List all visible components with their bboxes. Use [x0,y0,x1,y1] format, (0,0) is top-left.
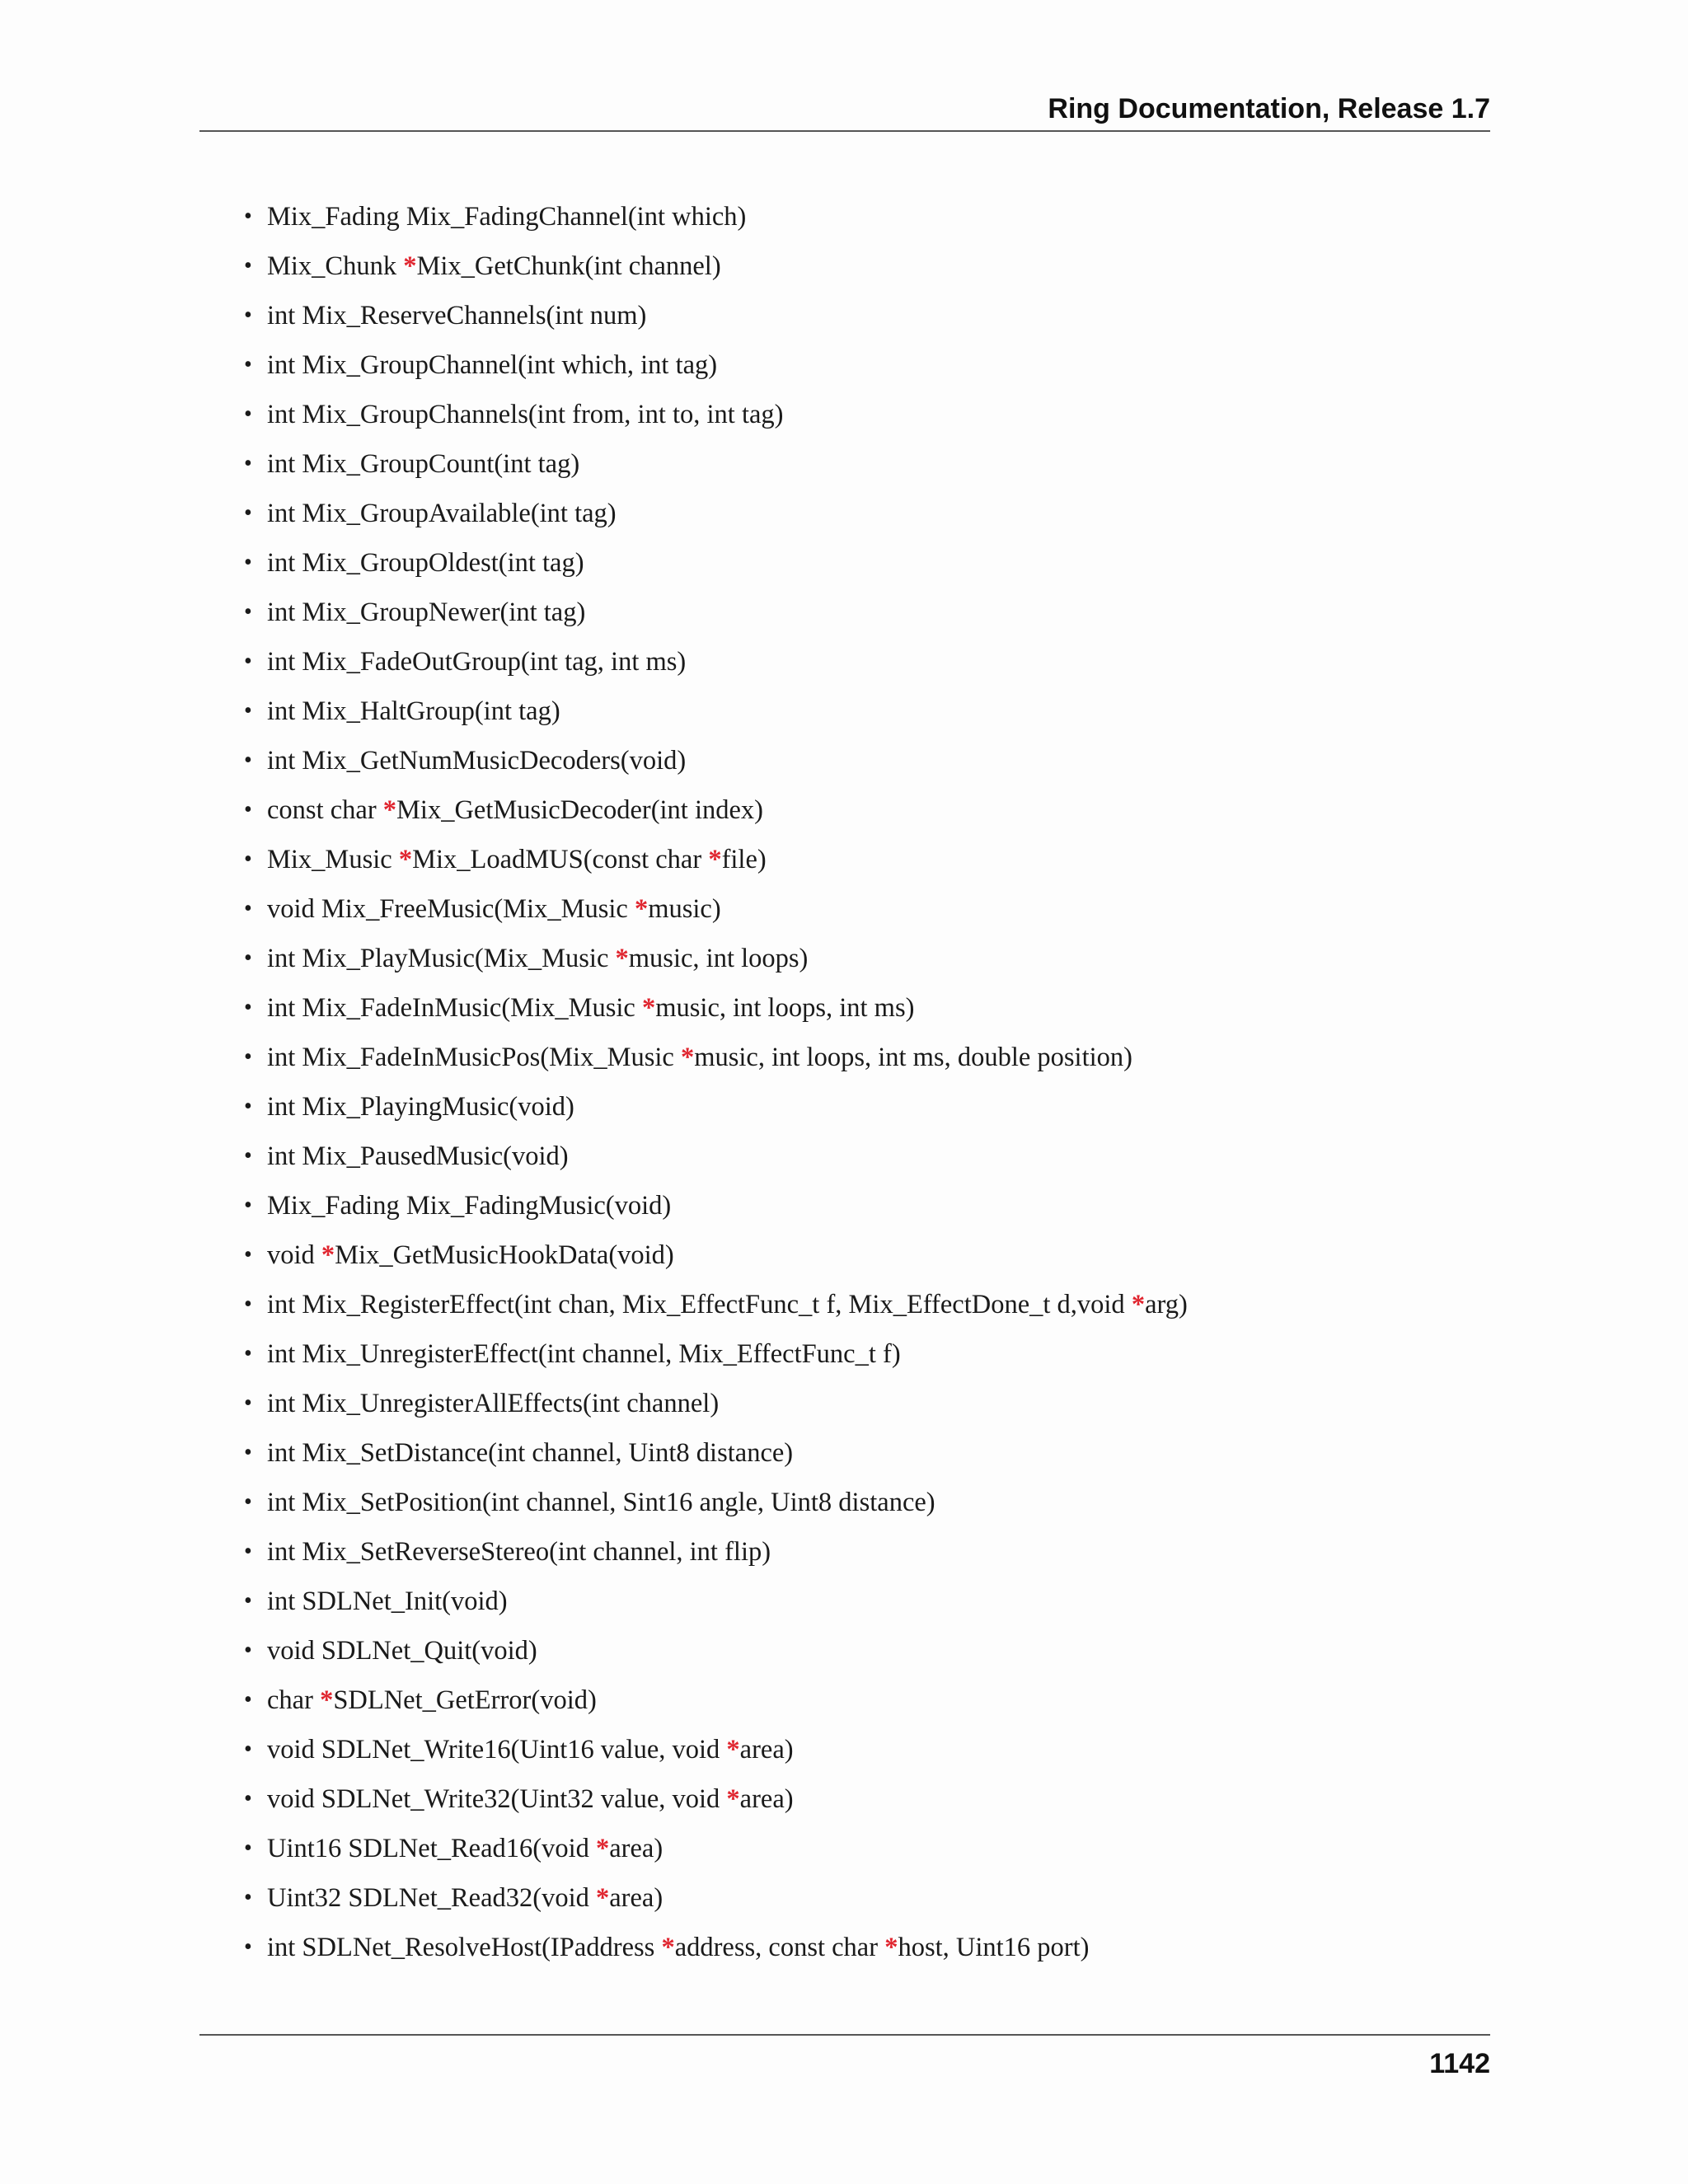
bullet-icon: • [244,401,252,427]
signature-text: void Mix_FreeMusic(Mix_Music [267,894,635,924]
signature-text: Mix_Fading Mix_FadingChannel(int which) [267,202,747,232]
function-signature [267,1389,719,1418]
function-signature [267,647,686,677]
pointer-asterisk: * [1131,1290,1146,1319]
signature-text: int Mix_ReserveChannels(int num) [267,301,647,330]
bullet-icon: • [244,1193,252,1218]
signature-text: char [267,1685,321,1715]
bullet-icon: • [244,995,252,1020]
pointer-asterisk: * [708,845,722,874]
list-item [244,1038,1487,1088]
list-item [244,1236,1487,1286]
bullet-icon: • [244,599,252,625]
function-signature [267,1586,508,1616]
list-item [244,890,1487,940]
bullet-icon: • [244,649,252,674]
signature-text: Mix_GetChunk(int channel) [416,251,721,281]
pointer-asterisk: * [641,993,656,1023]
signature-text: int SDLNet_Init(void) [267,1586,508,1616]
function-signature [267,1735,794,1765]
bullet-icon: • [244,896,252,921]
function-signature [267,1488,935,1517]
function-signature [267,944,808,973]
signature-text: void SDLNet_Write16(Uint16 value, void [267,1735,727,1765]
function-signature [267,1339,901,1369]
function-signature [267,598,585,627]
function-signature [267,1537,771,1567]
bullet-icon: • [244,1341,252,1366]
list-item [244,247,1487,297]
function-signature [267,449,579,479]
signature-text: int Mix_GroupNewer(int tag) [267,598,586,627]
function-signature [267,1834,663,1863]
list-item [244,791,1487,841]
bullet-icon: • [244,550,252,575]
bullet-icon: • [244,1786,252,1811]
function-signature [267,548,584,578]
bullet-icon: • [244,1489,252,1515]
pointer-asterisk: * [403,251,417,281]
signature-text: int Mix_UnregisterEffect(int channel, Mix_EffectFunc_t f) [267,1339,901,1369]
list-item [244,1879,1487,1929]
signature-text: area) [739,1735,794,1765]
function-signature [267,1092,574,1122]
signature-text: Mix_Fading Mix_FadingMusic(void) [267,1191,672,1221]
signature-text: area) [609,1883,663,1913]
document-title: Ring Documentation, Release 1.7 [1048,93,1490,124]
bullet-icon: • [244,1934,252,1960]
list-item [244,346,1487,396]
function-signature [267,499,617,528]
pointer-asterisk: * [320,1685,334,1715]
signature-text: address, const char [674,1933,885,1962]
signature-text: int Mix_SetPosition(int channel, Sint16 angle, Uint8 distance) [267,1488,935,1517]
bullet-icon: • [244,797,252,823]
list-item [244,1286,1487,1335]
function-signature [267,350,717,380]
signature-text: Mix_Chunk [267,251,404,281]
bullet-icon: • [244,748,252,773]
signature-text: void [267,1240,321,1270]
signature-text: int Mix_PausedMusic(void) [267,1141,569,1171]
signature-text: int Mix_UnregisterAllEffects(int channel) [267,1389,720,1418]
pointer-asterisk: * [726,1784,740,1814]
bullet-icon: • [244,1143,252,1169]
pointer-asterisk: * [595,1883,610,1913]
list-item [244,989,1487,1038]
list-item [244,1929,1487,1978]
bullet-icon: • [244,1440,252,1465]
bullet-icon: • [244,1638,252,1663]
function-signature [267,1141,569,1171]
signature-text: int Mix_FadeInMusic(Mix_Music [267,993,642,1023]
function-signature-list [244,198,1487,1978]
function-signature [267,993,914,1023]
function-signature [267,1784,794,1814]
pointer-asterisk: * [680,1043,695,1072]
list-item [244,742,1487,791]
function-signature [267,746,686,776]
function-signature [267,1438,793,1468]
signature-text: int Mix_SetReverseStereo(int channel, int flip) [267,1537,771,1567]
pointer-asterisk: * [615,944,629,973]
bullet-icon: • [244,1835,252,1861]
signature-text: int Mix_FadeOutGroup(int tag, int ms) [267,647,687,677]
pointer-asterisk: * [321,1240,335,1270]
signature-text: area) [739,1784,794,1814]
list-item [244,1385,1487,1434]
signature-text: int Mix_GroupOldest(int tag) [267,548,584,578]
signature-text: int Mix_GroupChannels(int from, int to, int tag) [267,400,784,429]
list-item [244,198,1487,247]
signature-text: int Mix_PlayMusic(Mix_Music [267,944,616,973]
signature-text: Mix_Music [267,845,399,874]
signature-text: Mix_GetMusicHookData(void) [335,1240,674,1270]
signature-text: music, int loops, int ms) [655,993,915,1023]
list-item [244,1681,1487,1731]
list-item [244,1780,1487,1830]
signature-text: Mix_GetMusicDecoder(int index) [396,795,763,825]
function-signature [267,795,763,825]
signature-text: host, Uint16 port) [898,1933,1090,1962]
function-signature [267,301,646,330]
signature-text: area) [609,1834,663,1863]
bullet-icon: • [244,302,252,328]
signature-text: const char [267,795,383,825]
bullet-icon: • [244,1291,252,1317]
function-signature [267,1933,1089,1962]
page-header [199,92,1490,132]
signature-text: int Mix_GroupAvailable(int tag) [267,499,617,528]
signature-text: void SDLNet_Quit(void) [267,1636,537,1666]
signature-text: int Mix_HaltGroup(int tag) [267,696,560,726]
function-signature [267,894,721,924]
bullet-icon: • [244,945,252,971]
signature-text: music, int loops) [628,944,809,973]
pointer-asterisk: * [661,1933,675,1962]
bullet-icon: • [244,352,252,377]
function-signature [267,251,721,281]
list-item [244,1830,1487,1879]
signature-text: music, int loops, int ms, double position) [694,1043,1132,1072]
pointer-asterisk: * [726,1735,740,1765]
bullet-icon: • [244,698,252,724]
signature-text: int SDLNet_ResolveHost(IPaddress [267,1933,662,1962]
signature-text: SDLNet_GetError(void) [333,1685,597,1715]
bullet-icon: • [244,1885,252,1910]
function-signature [267,400,783,429]
function-signature [267,1685,597,1715]
page-number: 1142 [1429,2048,1490,2079]
list-item [244,643,1487,692]
pointer-asterisk: * [382,795,397,825]
bullet-icon: • [244,1588,252,1614]
pointer-asterisk: * [634,894,649,924]
function-signature [267,696,560,726]
pointer-asterisk: * [595,1834,610,1863]
list-item [244,940,1487,989]
bullet-icon: • [244,1539,252,1564]
signature-text: int Mix_SetDistance(int channel, Uint8 distance) [267,1438,794,1468]
list-item [244,1137,1487,1187]
function-signature [267,845,767,874]
signature-text: file) [721,845,767,874]
signature-text: int Mix_RegisterEffect(int chan, Mix_EffectFunc_t f, Mix_EffectDone_t d,void [267,1290,1132,1319]
list-item [244,1088,1487,1137]
signature-text: music) [648,894,721,924]
bullet-icon: • [244,253,252,279]
function-signature [267,1191,671,1221]
function-signature [267,1240,674,1270]
list-item [244,692,1487,742]
function-signature [267,1043,1132,1072]
function-signature [267,1636,537,1666]
list-item [244,396,1487,445]
bullet-icon: • [244,1094,252,1119]
bullet-icon: • [244,204,252,229]
bullet-icon: • [244,1687,252,1713]
signature-text: int Mix_GroupChannel(int which, int tag) [267,350,718,380]
function-signature [267,1883,663,1913]
list-item [244,1533,1487,1582]
list-item [244,445,1487,494]
page-footer [199,2034,1490,2093]
signature-text: arg) [1145,1290,1188,1319]
bullet-icon: • [244,1242,252,1268]
signature-text: int Mix_GetNumMusicDecoders(void) [267,746,687,776]
list-item [244,1483,1487,1533]
pointer-asterisk: * [884,1933,898,1962]
list-item [244,1434,1487,1483]
list-item [244,297,1487,346]
list-item [244,494,1487,544]
bullet-icon: • [244,1044,252,1070]
list-item [244,544,1487,593]
signature-text: int Mix_PlayingMusic(void) [267,1092,574,1122]
bullet-icon: • [244,1736,252,1762]
bullet-icon: • [244,500,252,526]
list-item [244,1187,1487,1236]
list-item [244,1582,1487,1632]
signature-text: void SDLNet_Write32(Uint32 value, void [267,1784,727,1814]
signature-text: Uint16 SDLNet_Read16(void [267,1834,596,1863]
signature-text: int Mix_GroupCount(int tag) [267,449,580,479]
bullet-icon: • [244,1390,252,1416]
list-item [244,1632,1487,1681]
list-item [244,841,1487,890]
bullet-icon: • [244,451,252,476]
signature-text: int Mix_FadeInMusicPos(Mix_Music [267,1043,681,1072]
list-item [244,593,1487,643]
signature-text: Mix_LoadMUS(const char [412,845,709,874]
list-item [244,1731,1487,1780]
bullet-icon: • [244,846,252,872]
pointer-asterisk: * [398,845,413,874]
list-item [244,1335,1487,1385]
signature-text: Uint32 SDLNet_Read32(void [267,1883,596,1913]
function-signature [267,1290,1188,1319]
function-signature [267,202,746,232]
